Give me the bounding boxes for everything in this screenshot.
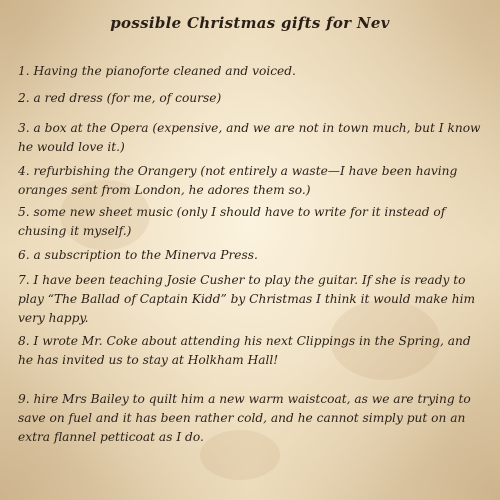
item-text: Having the pianoforte cleaned and voiced. <box>33 64 296 78</box>
list-item <box>18 62 488 81</box>
item-number: 3. <box>18 121 30 135</box>
list-item <box>18 89 488 108</box>
list-item <box>18 203 488 241</box>
item-text: a subscription to the Minerva Press. <box>33 248 258 262</box>
item-number: 4. <box>18 164 30 178</box>
item-number: 2. <box>18 91 30 105</box>
item-text: a red dress (for me, of course) <box>33 91 222 105</box>
list-item <box>18 271 488 328</box>
list-item <box>18 390 488 447</box>
list-item <box>18 162 488 200</box>
list-item <box>18 332 488 370</box>
item-number: 7. <box>18 273 30 287</box>
item-text: hire Mrs Bailey to quilt him a new warm waistcoat, as we are trying to save on fuel and it has been rather cold, and he cannot simply put on an extra flannel petticoat as I do. <box>18 392 471 444</box>
item-text: refurbishing the Orangery (not entirely a waste—I have been having oranges sent from London, he adores them so.) <box>18 164 458 197</box>
item-text: some new sheet music (only I should have to write for it instead of chusing it myself.) <box>18 205 446 238</box>
item-number: 5. <box>18 205 30 219</box>
item-text: I have been teaching Josie Cusher to play the guitar. If she is ready to play “The Ballad of Captain Kidd” by Christmas I think it would make him very happy. <box>18 273 476 325</box>
list-item <box>18 119 488 157</box>
list-item <box>18 246 488 265</box>
page-title: possible Christmas gifts for Nev <box>110 14 390 32</box>
item-number: 1. <box>18 64 30 78</box>
item-text: I wrote Mr. Coke about attending his next Clippings in the Spring, and he has invited us to stay at Holkham Hall! <box>18 334 471 367</box>
item-number: 8. <box>18 334 30 348</box>
item-number: 6. <box>18 248 30 262</box>
item-number: 9. <box>18 392 30 406</box>
item-text: a box at the Opera (expensive, and we are not in town much, but I know he would love it.) <box>18 121 481 154</box>
